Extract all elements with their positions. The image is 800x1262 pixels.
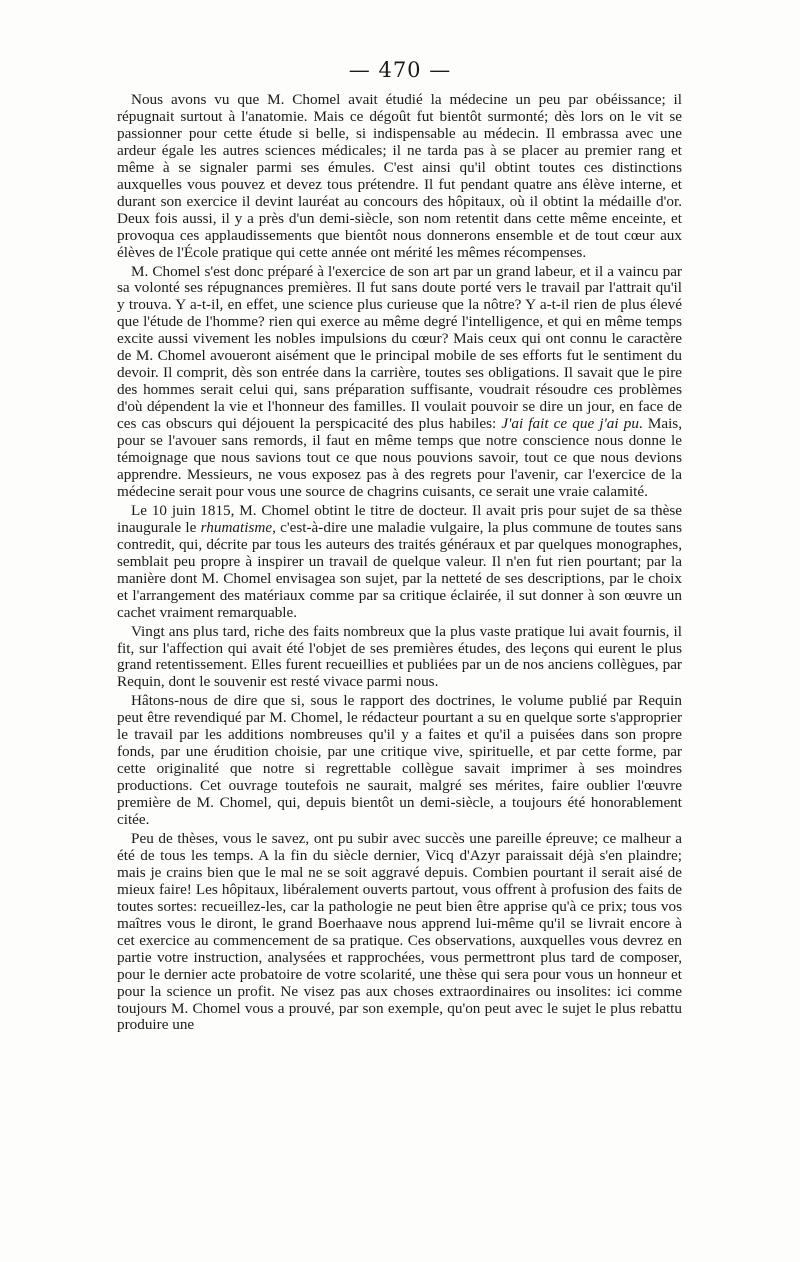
paragraph-2-text-before: M. Chomel s'est donc préparé à l'exercice de son art par un grand labeur, et il a vaincu par sa volonté ses répugnances premières. Il fut sans doute porté vers le travail par l'attrait qu'il y trouva. Y a-t-il, en effet, une science plus curieuse que la nôtre? Y a-t-il rien de plus élevé que l'étude de l'homme? rien qui exerce au même degré l'intelligence, et qui en même temps excite aussi vivement les nobles impulsions du cœur? Mais ceux qui ont connu le caractère de M. Chomel avoueront aisément que le principal mobile de ses efforts fut le sentiment du devoir. Il comprit, dès son entrée dans la carrière, toutes ses obligations. Il savait que le pire des hommes serait celui qui, sans préparation suffisante, voudrait résoudre ces problèmes d'où dépendent la vie et l'honneur des familles. Il voulait pouvoir se dire un jour, en face de ces cas obscurs qui déjouent la perspicacité des plus habiles: [117,262,682,433]
paragraph-4: Vingt ans plus tard, riche des faits nombreux que la plus vaste pratique lui avait fournis, il fit, sur l'affection qui avait été l'objet de ses premières études, des leçons qui eurent le plus grand retentissement. Elles furent recueillies et publiées par un de nos anciens collègues, par Requin, dont le souvenir est resté vivace parmi nous. [117,622,682,691]
paragraph-3-italic-term: rhumatisme [200,518,273,536]
paragraph-6: Peu de thèses, vous le savez, ont pu subir avec succès une pareille épreuve; ce malheur a été de tous les temps. A la fin du siècle dernier, Vicq d'Azyr paraissait déjà s'en plaindre; mais je crains bien que le mal ne se soit aggravé depuis. Combien pourtant il serait aisé de mieux faire! Les hôpitaux, libéralement ouverts partout, vous offrent à profusion des faits de toutes sortes: recueillez-les, car la pathologie ne peut bien être apprise qu'à ce prix; tous vos maîtres vous le diront, le grand Boerhaave nous apprend lui-même qu'il se livrait encore à cet exercice au commencement de sa pratique. Ces observations, auxquelles vous devrez en partie votre instruction, analysées et rapprochées, vous permettront plus tard de composer, pour le dernier acte probatoire de votre scolarité, une thèse qui sera pour vous un honneur et pour la science un profit. Ne visez pas aux choses extraordinaires ou insolites: ici comme toujours M. Chomel vous a prouvé, par son exemple, qu'on peut avec le sujet le plus rebattu produire une [117,829,682,1034]
paragraph-2 [117,264,682,501]
body-text [117,92,682,1036]
paragraph-2-text-after: . Mais, pour se l'avouer sans remords, il faut en même temps que notre conscience nous donne le témoignage que nous savions tout ce que nous pouvions savoir, tout ce que nous devions apprendre. Messieurs, ne vous exposez pas à des regrets pour l'avenir, car l'exercice de la médecine serait pour vous une source de chagrins cuisants, ce serait une vraie calamité. [117,415,683,500]
paragraph-3-text-before: Le 10 juin 1815, M. Chomel obtint le titre de docteur. Il avait pris pour sujet de sa thèse inaugurale le [117,501,682,536]
paragraph-2-italic-quote: J'ai fait ce que j'ai pu [501,415,639,433]
paragraph-5: Hâtons-nous de dire que si, sous le rapport des doctrines, le volume publié par Requin peut être revendiqué par M. Chomel, le rédacteur pourtant a su en quelque sorte s'approprier le travail par les additions nombreuses qu'il y a faites et qu'il a puisées dans son propre fonds, par une érudition choisie, par une critique vive, spirituelle, et par cette forme, par cette originalité que notre si regrettable collègue savait imprimer à ses moindres productions. Cet ouvrage toutefois ne saurait, malgré ses mérites, faire oublier l'œuvre première de M. Chomel, qui, depuis bientôt un demi-siècle, a toujours été honorablement citée. [117,692,682,829]
paragraph-3-text-after: , c'est-à-dire une maladie vulgaire, la plus commune de toutes sans contredit, qui, décrite par tous les auteurs des traités généraux et par quelques monographes, semblait peu propre à inspirer un travail de quelque valeur. Il n'en fut rien pourtant; par la manière dont M. Chomel envisagea son sujet, par la netteté de ses descriptions, par le choix et l'arrangement des matériaux comme par sa critique éclairée, il sut donner à son œuvre un cachet vraiment remarquable. [117,518,682,621]
paragraph-3 [117,503,682,622]
paragraph-1: Nous avons vu que M. Chomel avait étudié la médecine un peu par obéissance; il répugnait surtout à l'anatomie. Mais ce dégoût fut bientôt surmonté; dès lors on le vit se passionner pour cette étude si belle, si indispensable au médecin. Il embrassa avec une ardeur égale les autres sciences médicales; il ne tarda pas à se placer au premier rang et même à se signaler parmi ses émules. C'est ainsi qu'il obtint toutes ces distinctions auxquelles vous pouvez et devez tous prétendre. Il fut pendant quatre ans élève interne, et durant son exercice il devint lauréat au concours des hôpitaux, où il obtint la médaille d'or. Deux fois aussi, il y a près d'un demi-siècle, son nom retentit dans cette même enceinte, et provoqua ces applaudissements que bientôt nous donnerons ensemble et de tout cœur aux élèves de l'École pratique qui cette année ont mérité les mêmes récompenses. [117,91,682,261]
page-number: — 470 — [348,58,452,82]
